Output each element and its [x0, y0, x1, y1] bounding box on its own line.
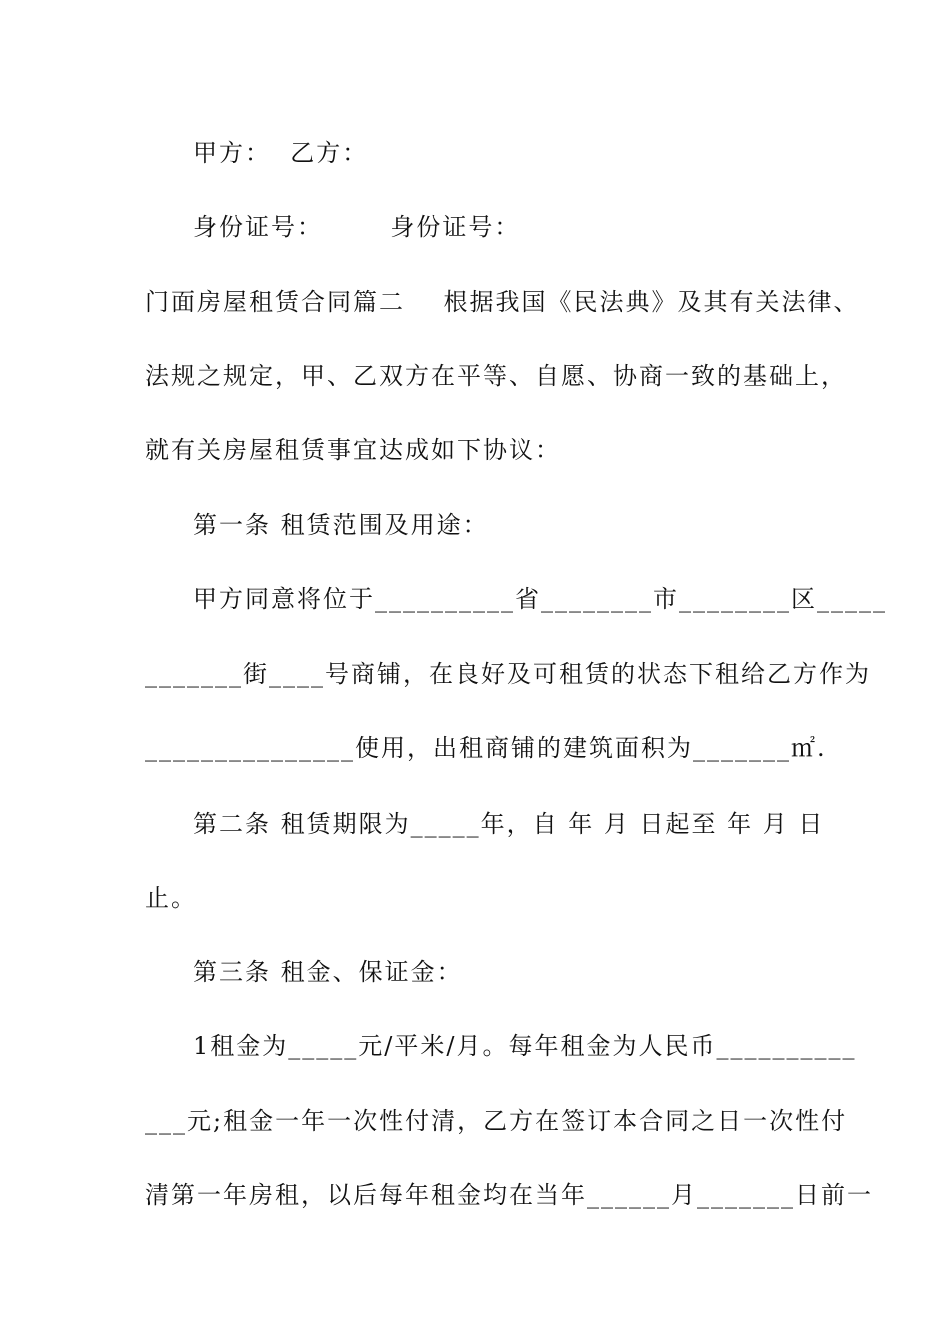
article-heading: 第一条 租赁范围及用途： [193, 511, 489, 539]
paragraph-line: 1租金为_____元/平米/月。每年租金为人民币__________ [193, 1032, 857, 1060]
id-number-line: 身份证号： 身份证号： [193, 213, 521, 241]
paragraph-line: 甲方同意将位于__________省________市________区_____ [193, 585, 887, 613]
paragraph-line: _______街____号商铺，在良好及可租赁的状态下租给乙方作为 [145, 660, 871, 688]
paragraph-line: ___元;租金一年一次性付清，乙方在签订本合同之日一次性付 [145, 1107, 848, 1135]
paragraph-line: 就有关房屋租赁事宜达成如下协议： [145, 436, 561, 464]
party-line: 甲方： 乙方： [193, 139, 369, 167]
paragraph-line: 清第一年房租，以后每年租金均在当年______月_______日前一 [145, 1181, 873, 1209]
paragraph-line: 止。 [145, 884, 197, 912]
section-title-line: 门面房屋租赁合同篇二 根据我国《民法典》及其有关法律、 [145, 288, 860, 316]
article-heading: 第二条 租赁期限为_____年，自 年 月 日起至 年 月 日 [193, 810, 825, 838]
paragraph-line: 法规之规定，甲、乙双方在平等、自愿、协商一致的基础上， [145, 362, 847, 390]
paragraph-line: _______________使用，出租商铺的建筑面积为_______㎡. [145, 734, 827, 762]
article-heading: 第三条 租金、保证金： [193, 958, 463, 986]
